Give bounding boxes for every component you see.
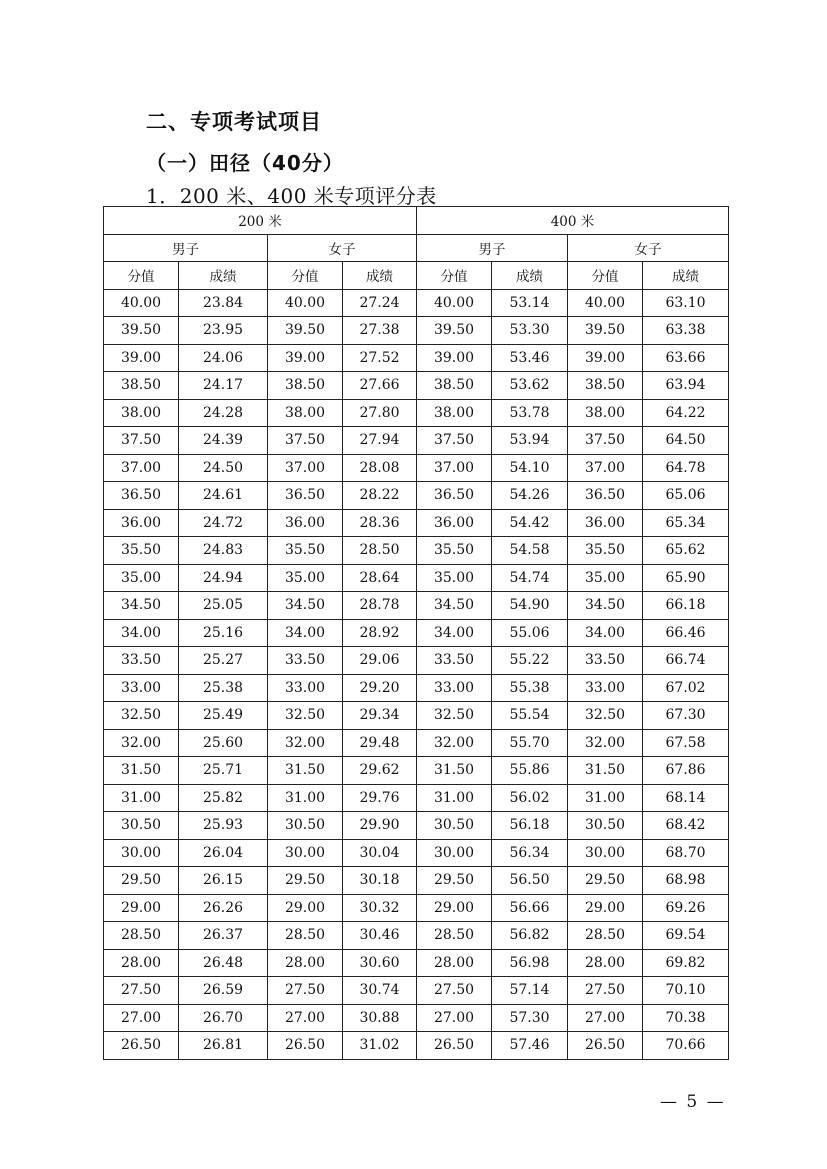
score-value-cell: 37.00 bbox=[104, 454, 179, 482]
score-value-cell: 30.00 bbox=[568, 839, 643, 867]
result-cell: 68.70 bbox=[643, 839, 729, 867]
score-value-cell: 30.50 bbox=[417, 812, 492, 840]
table-row bbox=[104, 372, 729, 400]
table-body bbox=[104, 207, 729, 1060]
result-cell: 53.46 bbox=[492, 344, 568, 372]
result-cell: 66.18 bbox=[643, 592, 729, 620]
result-cell: 26.37 bbox=[179, 922, 268, 950]
result-cell: 63.66 bbox=[643, 344, 729, 372]
table-row bbox=[104, 757, 729, 785]
score-value-cell: 32.00 bbox=[268, 729, 343, 757]
score-value-cell: 27.50 bbox=[104, 977, 179, 1005]
result-cell: 64.78 bbox=[643, 454, 729, 482]
score-value-cell: 33.00 bbox=[268, 674, 343, 702]
table-row bbox=[104, 977, 729, 1005]
result-cell: 25.05 bbox=[179, 592, 268, 620]
score-value-cell: 36.50 bbox=[568, 482, 643, 510]
score-value-cell: 29.00 bbox=[104, 894, 179, 922]
score-value-cell: 28.50 bbox=[568, 922, 643, 950]
score-value-cell: 33.00 bbox=[417, 674, 492, 702]
result-cell: 25.71 bbox=[179, 757, 268, 785]
table-row bbox=[104, 509, 729, 537]
result-cell: 67.86 bbox=[643, 757, 729, 785]
result-cell: 56.98 bbox=[492, 949, 568, 977]
result-cell: 25.93 bbox=[179, 812, 268, 840]
score-value-cell: 34.50 bbox=[568, 592, 643, 620]
result-cell: 26.04 bbox=[179, 839, 268, 867]
result-cell: 68.42 bbox=[643, 812, 729, 840]
result-cell: 29.90 bbox=[343, 812, 417, 840]
score-value-cell: 26.50 bbox=[417, 1032, 492, 1060]
score-value-cell: 28.00 bbox=[568, 949, 643, 977]
score-value-cell: 29.50 bbox=[417, 867, 492, 895]
result-cell: 28.64 bbox=[343, 564, 417, 592]
result-cell: 56.02 bbox=[492, 784, 568, 812]
result-cell: 30.74 bbox=[343, 977, 417, 1005]
score-value-cell: 37.00 bbox=[568, 454, 643, 482]
result-cell: 29.34 bbox=[343, 702, 417, 730]
table-row bbox=[104, 317, 729, 345]
score-value-cell: 39.50 bbox=[568, 317, 643, 345]
result-cell: 56.50 bbox=[492, 867, 568, 895]
score-value-cell: 33.50 bbox=[417, 647, 492, 675]
score-value-cell: 37.50 bbox=[417, 427, 492, 455]
table-row bbox=[104, 949, 729, 977]
result-cell: 26.15 bbox=[179, 867, 268, 895]
table-row bbox=[104, 564, 729, 592]
score-value-cell: 39.00 bbox=[417, 344, 492, 372]
score-value-cell: 32.00 bbox=[417, 729, 492, 757]
score-value-cell: 38.50 bbox=[568, 372, 643, 400]
table-row bbox=[104, 784, 729, 812]
result-cell: 27.52 bbox=[343, 344, 417, 372]
score-value-cell: 32.50 bbox=[417, 702, 492, 730]
result-cell: 24.72 bbox=[179, 509, 268, 537]
result-cell: 57.46 bbox=[492, 1032, 568, 1060]
table-row bbox=[104, 647, 729, 675]
result-cell: 64.22 bbox=[643, 399, 729, 427]
result-cell: 69.82 bbox=[643, 949, 729, 977]
score-value-cell: 33.00 bbox=[104, 674, 179, 702]
score-value-cell: 38.00 bbox=[568, 399, 643, 427]
result-cell: 26.26 bbox=[179, 894, 268, 922]
table-row bbox=[104, 674, 729, 702]
result-cell: 24.50 bbox=[179, 454, 268, 482]
result-cell: 26.81 bbox=[179, 1032, 268, 1060]
result-cell: 54.42 bbox=[492, 509, 568, 537]
score-value-cell: 36.50 bbox=[104, 482, 179, 510]
result-cell: 27.66 bbox=[343, 372, 417, 400]
score-value-cell: 33.50 bbox=[104, 647, 179, 675]
result-cell: 28.22 bbox=[343, 482, 417, 510]
table-row bbox=[104, 427, 729, 455]
result-cell: 55.70 bbox=[492, 729, 568, 757]
result-cell: 65.34 bbox=[643, 509, 729, 537]
score-value-cell: 33.50 bbox=[268, 647, 343, 675]
score-value-cell: 38.50 bbox=[268, 372, 343, 400]
score-value-cell: 28.50 bbox=[104, 922, 179, 950]
result-cell: 55.38 bbox=[492, 674, 568, 702]
result-cell: 70.10 bbox=[643, 977, 729, 1005]
score-value-cell: 28.00 bbox=[268, 949, 343, 977]
score-value-cell: 39.00 bbox=[268, 344, 343, 372]
table-row bbox=[104, 399, 729, 427]
score-value-cell: 36.00 bbox=[417, 509, 492, 537]
score-value-cell: 27.50 bbox=[568, 977, 643, 1005]
table-row bbox=[104, 839, 729, 867]
score-value-cell: 34.00 bbox=[268, 619, 343, 647]
score-value-cell: 35.50 bbox=[417, 537, 492, 565]
score-value-cell: 36.00 bbox=[568, 509, 643, 537]
score-value-cell: 32.00 bbox=[568, 729, 643, 757]
result-cell: 25.27 bbox=[179, 647, 268, 675]
score-value-cell: 39.50 bbox=[417, 317, 492, 345]
result-cell: 30.32 bbox=[343, 894, 417, 922]
event-header-200m: 200 米 bbox=[104, 207, 417, 235]
score-value-cell: 31.50 bbox=[568, 757, 643, 785]
result-cell: 56.66 bbox=[492, 894, 568, 922]
result-cell: 25.82 bbox=[179, 784, 268, 812]
score-value-cell: 31.00 bbox=[104, 784, 179, 812]
score-value-cell: 35.00 bbox=[268, 564, 343, 592]
score-value-cell: 29.50 bbox=[568, 867, 643, 895]
result-cell: 53.78 bbox=[492, 399, 568, 427]
score-value-cell: 27.50 bbox=[417, 977, 492, 1005]
result-cell: 54.26 bbox=[492, 482, 568, 510]
score-value-cell: 30.50 bbox=[104, 812, 179, 840]
score-value-cell: 39.00 bbox=[104, 344, 179, 372]
score-value-cell: 35.00 bbox=[568, 564, 643, 592]
result-cell: 64.50 bbox=[643, 427, 729, 455]
result-cell: 29.76 bbox=[343, 784, 417, 812]
score-value-cell: 34.50 bbox=[268, 592, 343, 620]
score-value-cell: 27.00 bbox=[104, 1004, 179, 1032]
table-row bbox=[104, 1032, 729, 1060]
result-cell: 31.02 bbox=[343, 1032, 417, 1060]
score-value-cell: 37.00 bbox=[417, 454, 492, 482]
result-cell: 30.18 bbox=[343, 867, 417, 895]
score-value-cell: 32.00 bbox=[104, 729, 179, 757]
result-cell: 53.14 bbox=[492, 289, 568, 317]
result-cell: 24.17 bbox=[179, 372, 268, 400]
result-cell: 24.61 bbox=[179, 482, 268, 510]
event-header-400m: 400 米 bbox=[417, 207, 729, 235]
score-value-cell: 34.00 bbox=[104, 619, 179, 647]
result-cell: 67.58 bbox=[643, 729, 729, 757]
result-cell: 67.30 bbox=[643, 702, 729, 730]
score-value-cell: 29.50 bbox=[104, 867, 179, 895]
score-value-cell: 30.00 bbox=[417, 839, 492, 867]
score-value-cell: 35.50 bbox=[268, 537, 343, 565]
result-cell: 30.88 bbox=[343, 1004, 417, 1032]
result-cell: 30.04 bbox=[343, 839, 417, 867]
score-value-cell: 26.50 bbox=[568, 1032, 643, 1060]
result-cell: 65.62 bbox=[643, 537, 729, 565]
score-value-cell: 35.00 bbox=[417, 564, 492, 592]
page-number: — 5 — bbox=[660, 1092, 726, 1112]
table-row bbox=[104, 592, 729, 620]
score-value-cell: 27.50 bbox=[268, 977, 343, 1005]
result-cell: 65.06 bbox=[643, 482, 729, 510]
score-value-cell: 34.00 bbox=[568, 619, 643, 647]
score-value-cell: 36.50 bbox=[268, 482, 343, 510]
score-value-cell: 34.00 bbox=[417, 619, 492, 647]
result-cell: 54.10 bbox=[492, 454, 568, 482]
column-header: 成绩 bbox=[343, 262, 417, 290]
score-value-cell: 40.00 bbox=[104, 289, 179, 317]
score-value-cell: 36.00 bbox=[104, 509, 179, 537]
score-value-cell: 40.00 bbox=[568, 289, 643, 317]
table-row bbox=[104, 289, 729, 317]
result-cell: 70.66 bbox=[643, 1032, 729, 1060]
score-value-cell: 32.50 bbox=[568, 702, 643, 730]
result-cell: 53.62 bbox=[492, 372, 568, 400]
score-value-cell: 30.00 bbox=[104, 839, 179, 867]
table-row bbox=[104, 482, 729, 510]
gender-header-200m-female: 女子 bbox=[268, 234, 417, 262]
score-value-cell: 26.50 bbox=[104, 1032, 179, 1060]
result-cell: 25.49 bbox=[179, 702, 268, 730]
score-value-cell: 38.00 bbox=[417, 399, 492, 427]
table-row bbox=[104, 344, 729, 372]
score-value-cell: 34.50 bbox=[417, 592, 492, 620]
result-cell: 53.30 bbox=[492, 317, 568, 345]
result-cell: 63.94 bbox=[643, 372, 729, 400]
result-cell: 66.46 bbox=[643, 619, 729, 647]
table-row bbox=[104, 454, 729, 482]
result-cell: 54.58 bbox=[492, 537, 568, 565]
result-cell: 28.08 bbox=[343, 454, 417, 482]
score-value-cell: 31.50 bbox=[268, 757, 343, 785]
result-cell: 70.38 bbox=[643, 1004, 729, 1032]
score-value-cell: 31.00 bbox=[417, 784, 492, 812]
result-cell: 55.54 bbox=[492, 702, 568, 730]
score-value-cell: 30.00 bbox=[268, 839, 343, 867]
score-value-cell: 35.50 bbox=[568, 537, 643, 565]
result-cell: 28.50 bbox=[343, 537, 417, 565]
result-cell: 28.92 bbox=[343, 619, 417, 647]
table-row bbox=[104, 619, 729, 647]
score-value-cell: 26.50 bbox=[268, 1032, 343, 1060]
score-value-cell: 31.50 bbox=[104, 757, 179, 785]
result-cell: 29.48 bbox=[343, 729, 417, 757]
result-cell: 67.02 bbox=[643, 674, 729, 702]
result-cell: 27.80 bbox=[343, 399, 417, 427]
result-cell: 53.94 bbox=[492, 427, 568, 455]
result-cell: 23.95 bbox=[179, 317, 268, 345]
score-value-cell: 40.00 bbox=[268, 289, 343, 317]
score-value-cell: 29.00 bbox=[568, 894, 643, 922]
score-value-cell: 28.00 bbox=[104, 949, 179, 977]
table-row bbox=[104, 867, 729, 895]
result-cell: 27.94 bbox=[343, 427, 417, 455]
score-value-cell: 30.50 bbox=[568, 812, 643, 840]
result-cell: 57.14 bbox=[492, 977, 568, 1005]
section-title: 二、专项考试项目 bbox=[146, 110, 322, 134]
result-cell: 56.18 bbox=[492, 812, 568, 840]
column-header: 成绩 bbox=[179, 262, 268, 290]
table-title: 1．200 米、400 米专项评分表 bbox=[146, 184, 437, 208]
result-cell: 29.62 bbox=[343, 757, 417, 785]
result-cell: 28.78 bbox=[343, 592, 417, 620]
result-cell: 23.84 bbox=[179, 289, 268, 317]
result-cell: 68.14 bbox=[643, 784, 729, 812]
event-header-row bbox=[104, 207, 729, 235]
score-value-cell: 29.00 bbox=[268, 894, 343, 922]
table-row bbox=[104, 702, 729, 730]
score-value-cell: 28.50 bbox=[268, 922, 343, 950]
column-header: 分值 bbox=[104, 262, 179, 290]
result-cell: 63.38 bbox=[643, 317, 729, 345]
table-row bbox=[104, 537, 729, 565]
result-cell: 29.06 bbox=[343, 647, 417, 675]
table-row bbox=[104, 922, 729, 950]
scoring-table-container bbox=[103, 206, 729, 1060]
score-value-cell: 37.50 bbox=[568, 427, 643, 455]
score-value-cell: 28.50 bbox=[417, 922, 492, 950]
score-value-cell: 27.00 bbox=[417, 1004, 492, 1032]
score-value-cell: 35.50 bbox=[104, 537, 179, 565]
result-cell: 68.98 bbox=[643, 867, 729, 895]
score-value-cell: 38.50 bbox=[417, 372, 492, 400]
subsection-title: （一）田径（40分） bbox=[146, 151, 344, 175]
result-cell: 27.38 bbox=[343, 317, 417, 345]
score-value-cell: 30.50 bbox=[268, 812, 343, 840]
result-cell: 69.26 bbox=[643, 894, 729, 922]
result-cell: 30.60 bbox=[343, 949, 417, 977]
score-value-cell: 27.00 bbox=[268, 1004, 343, 1032]
score-value-cell: 32.50 bbox=[268, 702, 343, 730]
score-value-cell: 29.50 bbox=[268, 867, 343, 895]
score-value-cell: 29.00 bbox=[417, 894, 492, 922]
result-cell: 24.06 bbox=[179, 344, 268, 372]
score-value-cell: 35.00 bbox=[104, 564, 179, 592]
result-cell: 66.74 bbox=[643, 647, 729, 675]
gender-header-200m-male: 男子 bbox=[104, 234, 268, 262]
result-cell: 55.22 bbox=[492, 647, 568, 675]
scoring-table bbox=[103, 206, 729, 1060]
result-cell: 24.94 bbox=[179, 564, 268, 592]
score-value-cell: 38.50 bbox=[104, 372, 179, 400]
table-row bbox=[104, 894, 729, 922]
score-value-cell: 39.50 bbox=[104, 317, 179, 345]
score-value-cell: 38.00 bbox=[268, 399, 343, 427]
result-cell: 65.90 bbox=[643, 564, 729, 592]
result-cell: 63.10 bbox=[643, 289, 729, 317]
score-value-cell: 31.00 bbox=[568, 784, 643, 812]
result-cell: 26.59 bbox=[179, 977, 268, 1005]
result-cell: 24.83 bbox=[179, 537, 268, 565]
result-cell: 25.60 bbox=[179, 729, 268, 757]
result-cell: 25.38 bbox=[179, 674, 268, 702]
result-cell: 24.28 bbox=[179, 399, 268, 427]
result-cell: 54.74 bbox=[492, 564, 568, 592]
column-header: 分值 bbox=[568, 262, 643, 290]
gender-header-row bbox=[104, 234, 729, 262]
score-value-cell: 38.00 bbox=[104, 399, 179, 427]
result-cell: 30.46 bbox=[343, 922, 417, 950]
result-cell: 55.86 bbox=[492, 757, 568, 785]
column-header-row bbox=[104, 262, 729, 290]
table-row bbox=[104, 729, 729, 757]
result-cell: 54.90 bbox=[492, 592, 568, 620]
score-value-cell: 36.00 bbox=[268, 509, 343, 537]
score-value-cell: 37.50 bbox=[268, 427, 343, 455]
column-header: 分值 bbox=[417, 262, 492, 290]
column-header: 成绩 bbox=[492, 262, 568, 290]
column-header: 成绩 bbox=[643, 262, 729, 290]
result-cell: 29.20 bbox=[343, 674, 417, 702]
result-cell: 24.39 bbox=[179, 427, 268, 455]
score-value-cell: 32.50 bbox=[104, 702, 179, 730]
table-row bbox=[104, 812, 729, 840]
result-cell: 25.16 bbox=[179, 619, 268, 647]
gender-header-400m-male: 男子 bbox=[417, 234, 568, 262]
column-header: 分值 bbox=[268, 262, 343, 290]
result-cell: 28.36 bbox=[343, 509, 417, 537]
score-value-cell: 33.00 bbox=[568, 674, 643, 702]
result-cell: 69.54 bbox=[643, 922, 729, 950]
score-value-cell: 34.50 bbox=[104, 592, 179, 620]
gender-header-400m-female: 女子 bbox=[568, 234, 729, 262]
score-value-cell: 33.50 bbox=[568, 647, 643, 675]
score-value-cell: 37.00 bbox=[268, 454, 343, 482]
score-value-cell: 37.50 bbox=[104, 427, 179, 455]
result-cell: 27.24 bbox=[343, 289, 417, 317]
result-cell: 56.82 bbox=[492, 922, 568, 950]
result-cell: 26.48 bbox=[179, 949, 268, 977]
result-cell: 55.06 bbox=[492, 619, 568, 647]
score-value-cell: 27.00 bbox=[568, 1004, 643, 1032]
table-row bbox=[104, 1004, 729, 1032]
score-value-cell: 39.50 bbox=[268, 317, 343, 345]
score-value-cell: 31.50 bbox=[417, 757, 492, 785]
score-value-cell: 31.00 bbox=[268, 784, 343, 812]
result-cell: 26.70 bbox=[179, 1004, 268, 1032]
score-value-cell: 28.00 bbox=[417, 949, 492, 977]
score-value-cell: 36.50 bbox=[417, 482, 492, 510]
result-cell: 57.30 bbox=[492, 1004, 568, 1032]
score-value-cell: 39.00 bbox=[568, 344, 643, 372]
score-value-cell: 40.00 bbox=[417, 289, 492, 317]
result-cell: 56.34 bbox=[492, 839, 568, 867]
